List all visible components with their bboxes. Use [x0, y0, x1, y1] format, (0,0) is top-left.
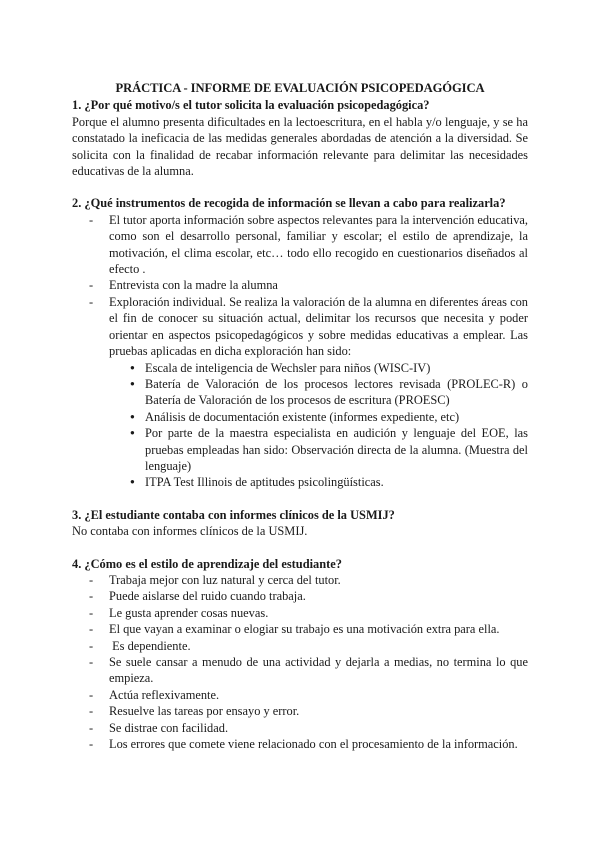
list-item-text: Exploración individual. Se realiza la valoración de la alumna en diferentes áreas con el fin de conocer su situación actual, delimitar los recursos que necesita y poder orientar en aspectos psicopedagógicos y sobre medidas educativas a emplear. Las pruebas aplicadas en dicha exploración han sido: — [109, 294, 528, 359]
spacer — [72, 540, 528, 556]
list-item: - Puede aislarse del ruido cuando trabaja. — [72, 588, 528, 604]
sub-list-item: ● Escala de inteligencia de Wechsler para niños (WISC-IV) — [109, 360, 528, 376]
sub-list-item: ● ITPA Test Illinois de aptitudes psicolingüísticas. — [109, 474, 528, 490]
tests-list — [109, 360, 528, 491]
list-item: - El tutor aporta información sobre aspectos relevantes para la intervención educativa, como son el desarrollo personal, familiar y escolar; el estilo de aprendizaje, la motivación, el clima escolar, etc… todo ello recogido en cuestionarios diseñados al efecto . — [72, 212, 528, 278]
spacer — [72, 491, 528, 507]
list-item: - Los errores que comete viene relacionado con el procesamiento de la información. — [72, 736, 528, 752]
sub-list-item: ● Análisis de documentación existente (informes expediente, etc) — [109, 409, 528, 425]
sub-list-item: ● Por parte de la maestra especialista en audición y lenguaje del EOE, las pruebas empleadas han sido: Observación directa de la alumna. (Muestra del lenguaje) — [109, 425, 528, 474]
list-item: - Le gusta aprender cosas nuevas. — [72, 605, 528, 621]
list-item: - Se distrae con facilidad. — [72, 720, 528, 736]
question-4: 4. ¿Cómo es el estilo de aprendizaje del estudiante? — [72, 556, 342, 571]
question-1: 1. ¿Por qué motivo/s el tutor solicita la evaluación psicopedagógica? — [72, 98, 430, 113]
document-title: PRÁCTICA - INFORME DE EVALUACIÓN PSICOPEDAGÓGICA — [115, 81, 485, 95]
list-item: - Es dependiente. — [72, 638, 528, 654]
spacer — [72, 179, 528, 195]
answer-1: Porque el alumno presenta dificultades en la lectoescritura, en el habla y/o lenguaje, y se ha constatado la ineficacia de las medidas generales abordadas de atención a la diversidad. Se solicita con la finalidad de recabar información relevante para delimitar las necesidades educativas de la alumna. — [72, 114, 528, 179]
list-item: - El que vayan a examinar o elogiar su trabajo es una motivación extra para ella. — [72, 621, 528, 637]
sub-list-item: ● Batería de Valoración de los procesos lectores revisada (PROLEC-R) o Batería de Valoración de los procesos de escritura (PROESC) — [109, 376, 528, 409]
list-item — [72, 294, 528, 491]
instruments-list — [72, 212, 528, 491]
question-2: 2. ¿Qué instrumentos de recogida de información se llevan a cabo para realizarla? — [72, 196, 506, 211]
document-page — [72, 80, 528, 752]
question-3: 3. ¿El estudiante contaba con informes clínicos de la USMIJ? — [72, 507, 395, 522]
learning-style-list — [72, 572, 528, 752]
list-item: - Resuelve las tareas por ensayo y error. — [72, 703, 528, 719]
list-item: - Entrevista con la madre la alumna — [72, 277, 528, 293]
list-item: - Trabaja mejor con luz natural y cerca del tutor. — [72, 572, 528, 588]
list-item: - Actúa reflexivamente. — [72, 687, 528, 703]
answer-3: No contaba con informes clínicos de la USMIJ. — [72, 524, 308, 539]
list-item: - Se suele cansar a menudo de una actividad y dejarla a medias, no termina lo que empieza. — [72, 654, 528, 687]
